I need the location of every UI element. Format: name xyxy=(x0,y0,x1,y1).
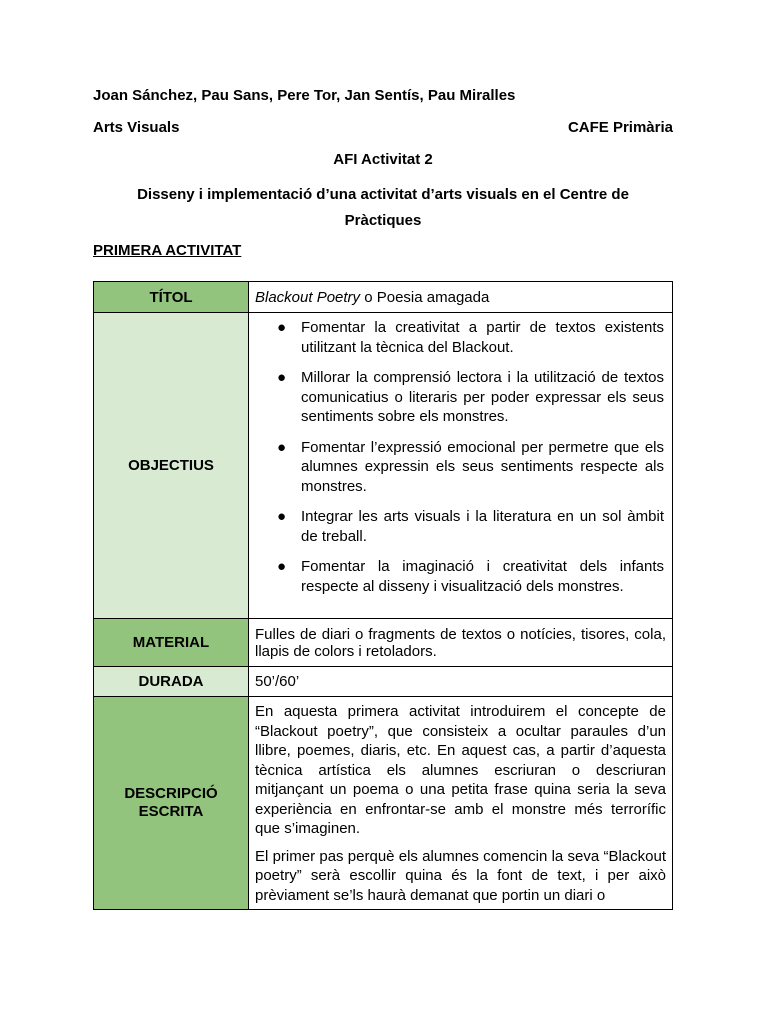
description-cell xyxy=(249,697,673,910)
description-label-line-2: ESCRITA xyxy=(138,803,204,820)
subject-label: Arts Visuals xyxy=(93,119,180,136)
title-italic: Blackout Poetry xyxy=(255,288,361,306)
authors-line: Joan Sánchez, Pau Sans, Pere Tor, Jan Sentís, Pau Miralles xyxy=(93,87,516,104)
title-value xyxy=(249,282,673,313)
description-paragraph-2: El primer pas perquè els alumnes comencin la seva “Blackout poetry” serà escollir quina és la font de text, i per això prèviament se’ls haurà demanat que portin un diari o xyxy=(255,847,666,904)
duration-label: DURADA xyxy=(94,667,249,697)
activity-title: AFI Activitat 2 xyxy=(333,151,433,168)
table-row-title xyxy=(94,282,673,313)
section-heading: PRIMERA ACTIVITAT xyxy=(93,242,242,259)
bullet-icon: ● xyxy=(277,508,287,525)
objectives-label: OBJECTIUS xyxy=(94,313,249,619)
bullet-icon: ● xyxy=(277,558,287,575)
list-item: ● Fomentar la creativitat a partir de textos existents utilitzant la tècnica del Blackout. xyxy=(277,319,664,356)
table-row-description xyxy=(94,697,673,910)
table-row-duration xyxy=(94,667,673,697)
material-value: Fulles de diari o fragments de textos o notícies, tisores, cola, llapis de colors i retoladors. xyxy=(249,619,673,667)
duration-value: 50’/60’ xyxy=(249,667,673,697)
description-label-line-1: DESCRIPCIÓ xyxy=(124,785,218,802)
description-paragraph-1: En aquesta primera activitat introduirem el concepte de “Blackout poetry”, que consisteix a ocultar paraules d’un llibre, poemes, diaris, etc. En aquest cas, a partir d’aquesta tècnica artística els alumnes escriuran o descriuran mitjançant un poema o una petita frase quina seria la seva experiència en enfrontar-se amb el monstre més terrorífic que s’imaginen. xyxy=(255,703,666,837)
objectives-cell xyxy=(249,313,673,619)
subtitle-line-1: Disseny i implementació d’una activitat d’arts visuals en el Centre de xyxy=(137,186,629,203)
title-label: TÍTOL xyxy=(94,282,249,313)
activity-table xyxy=(93,281,673,910)
bullet-icon: ● xyxy=(277,369,287,386)
subtitle-line-2: Pràctiques xyxy=(344,212,422,229)
material-label: MATERIAL xyxy=(94,619,249,667)
list-item: ● Fomentar la imaginació i creativitat dels infants respecte al disseny i visualització dels monstres. xyxy=(277,558,664,595)
objectives-list xyxy=(255,318,664,596)
title-rest: o Poesia amagada xyxy=(360,288,490,306)
list-item: ● Fomentar l’expressió emocional per permetre que els alumnes expressin els seus sentiments respecte als monstres. xyxy=(277,438,664,495)
table-row-material xyxy=(94,619,673,667)
list-item: ● Integrar les arts visuals i la literatura en un sol àmbit de treball. xyxy=(277,508,664,545)
table-row-objectives xyxy=(94,313,673,619)
bullet-icon: ● xyxy=(277,319,287,336)
subject-row xyxy=(93,119,673,136)
list-item: ● Millorar la comprensió lectora i la utilització de textos comunicatius o literaris per poder expressar els seus sentiments sobre els monstres. xyxy=(277,369,664,425)
description-label xyxy=(94,697,249,910)
bullet-icon: ● xyxy=(277,438,287,456)
course-label: CAFE Primària xyxy=(567,119,673,136)
document-subtitle xyxy=(93,182,673,234)
